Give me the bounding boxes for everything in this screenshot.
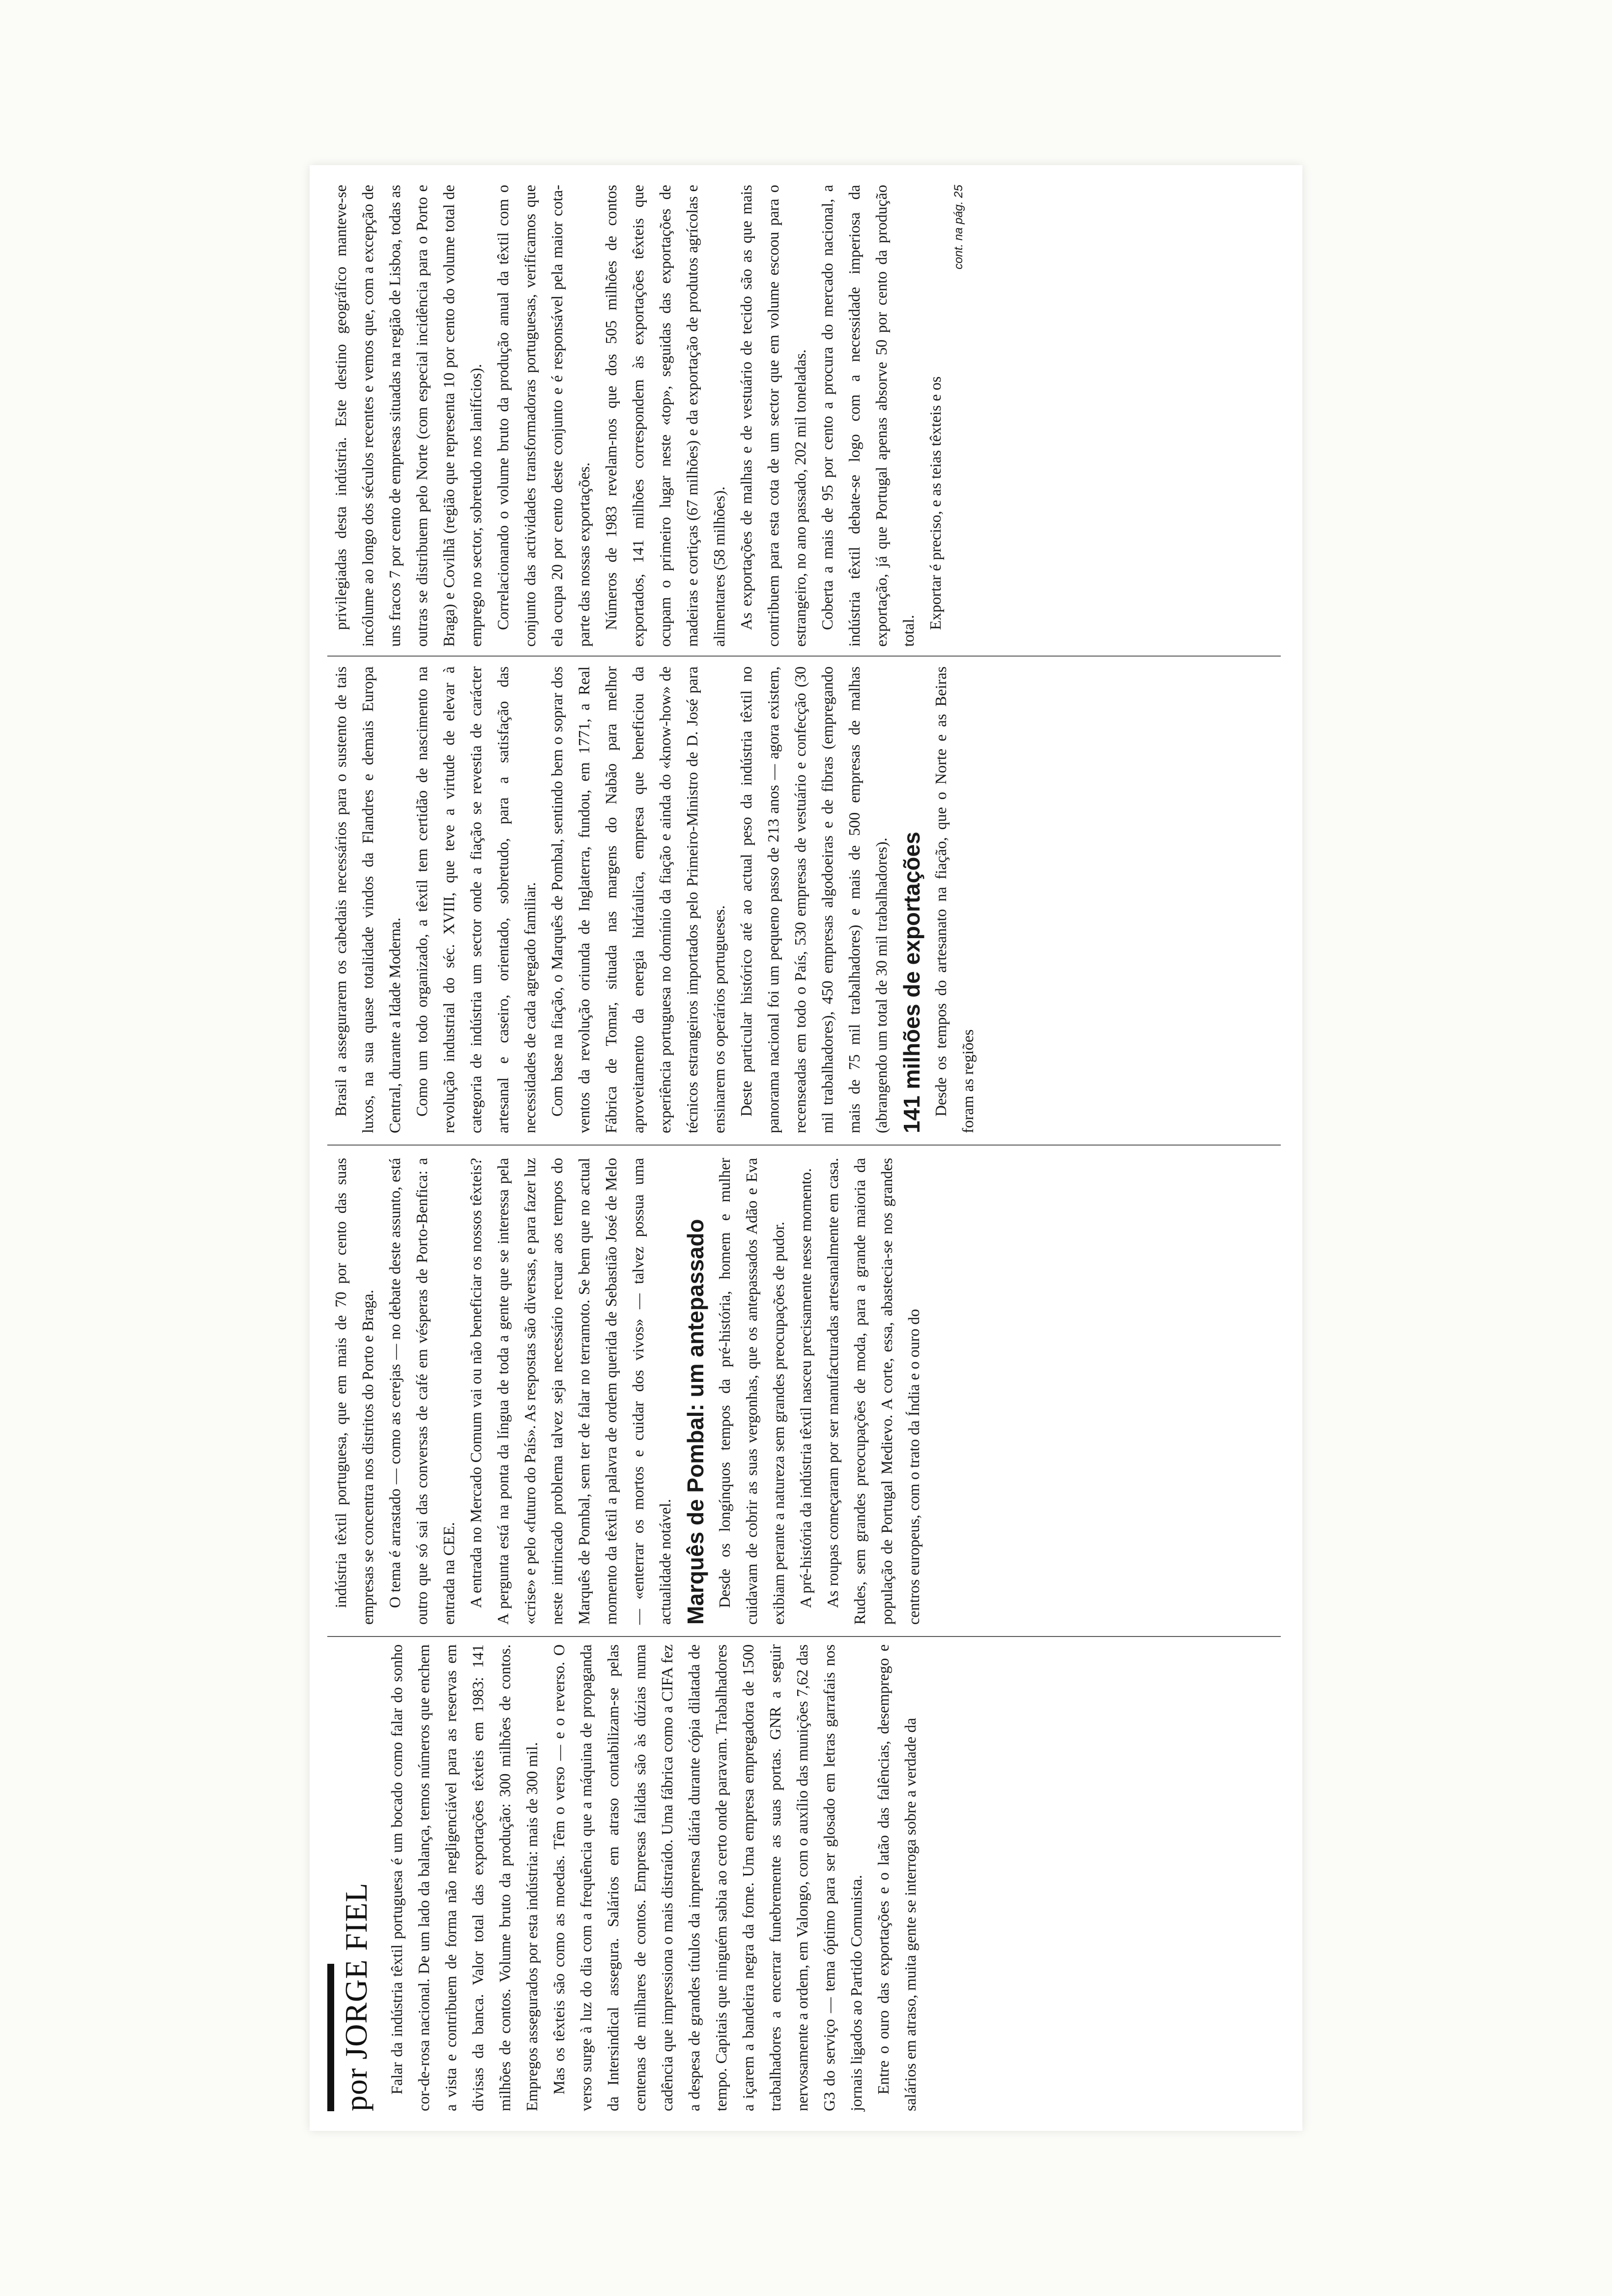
paragraph: As roupas começaram por ser manufacturadas artesanalmente em casa. Rudes, sem grandes preocupações de moda, para a grande maioria da população de Portugal Medievo. A corte, essa, abastecia-se nos grandes centros europeus, com o trato da Índia e o ouro do: [824, 1158, 922, 1625]
paragraph: O tema é arrastado — como as cerejas — no debate deste assunto, está outro que só sai das conversas de café em vésperas de Porto-Benfica: a entrada na CEE.: [386, 1158, 458, 1625]
paragraph: indústria têxtil portuguesa, que em mais de 70 por cento das suas empresas se concentra nos distritos do Porto e Braga.: [332, 1158, 376, 1625]
paragraph: privilegiadas desta indústria. Este destino geográfico manteve-se incólume ao longo dos séculos recentes e vemos que, com a excepção de uns fracos 7 por cento de empresas situadas na região de Lisboa, todas as outras se distribuem pelo Norte (com especial incidência para o Porto e Braga) e Covilhã (região que representa 10 por cento do volume total de emprego no sector, sobretudo nos lanifícios).: [332, 185, 485, 647]
paragraph: Desde os tempos do artesanato na fiação, que o Norte e as Beiras foram as regiões: [932, 666, 977, 1133]
paragraph: Com base na fiação, o Marquês de Pombal, sentindo bem o soprar dos ventos da revolução oriunda de Inglaterra, fundou, em 1771, a Real Fábrica de Tomar, situada nas margens do Nabão para melhor aproveitamento da energia hidráulica, empresa que beneficiou da experiência portuguesa no domínio da fiação e ainda do «know-how» de técnicos estrangeiros importados pelo Primeiro-Ministro de D. José para ensinarem os operários portugueses.: [548, 666, 728, 1133]
column-divider: [327, 656, 1281, 657]
article-column-3: [327, 666, 1281, 1133]
newspaper-clipping: [310, 165, 1302, 2131]
paragraph: A entrada no Mercado Comum vai ou não beneficiar os nossos têxteis? A pergunta está na ponta da língua de toda a gente que se interessa pela «crise» e pelo «futuro do País». As respostas são diversas, e para fazer luz neste intrincado problema talvez seja necessário recuar aos tempos do Marquês de Pombal, sem ter de falar no terramoto. Se bem que no actual momento da têxtil a palavra de ordem querida de Sebastião José de Melo — «enterrar os mortos e cuidar dos vivos» — talvez possua uma actualidade notável.: [467, 1158, 674, 1625]
subheading-exportacoes: 141 milhões de exportações: [899, 832, 924, 1133]
continuation-note: cont. na pág. 25: [952, 185, 965, 270]
paragraph: A pré-história da indústria têxtil nasceu precisamente nesse momento.: [797, 1168, 814, 1608]
paragraph: Mas os têxteis são como as moedas. Têm o verso — e o reverso. O verso surge à luz do dia com a frequência que a máquina de propaganda da Intersindical assegura. Salários em atraso contabilizam-se pelas centenas de milhares de contos. Empresas falidas são às dúzias numa cadência que impressiona o mais distraído. Uma fábrica como a CIFA fez a despesa de grandes títulos da imprensa diária durante cópia dilatada de tempo. Capitais que ninguém sabia ao certo onde paravam. Trabalhadores a içarem a bandeira negra da fome. Uma empresa empregadora de 1500 trabalhadores a encerrar funebremente as suas portas. GNR a seguir nervosamente a ordem, em Valongo, com o auxílio das munições 7,62 das G3 do serviço — tema óptimo para ser glosado em letras garrafais nos jornais ligados ao Partido Comunista.: [550, 1644, 865, 2111]
paragraph: As exportações de malhas e de vestuário de tecido são as que mais contribuem para esta cota de um sector que em volume escoou para o estrangeiro, no ano passado, 202 mil toneladas.: [737, 185, 809, 647]
column-divider: [327, 1636, 1281, 1637]
byline: [327, 1882, 374, 2111]
paragraph: Correlacionando o volume bruto da produção anual da têxtil com o conjunto das actividades transformadoras portuguesas, verificamos que ela ocupa 20 por cento deste conjunto e é responsável pela maior cota-parte das nossas exportações.: [494, 185, 593, 647]
paragraph: Coberta a mais de 95 por cento a procura do mercado nacional, a indústria têxtil debate-se logo com a necessidade imperiosa da exportação, já que Portugal apenas absorve 50 por cento da produção total.: [818, 185, 917, 647]
subheading-marques-de-pombal: Marquês de Pombal: um antepassado: [683, 1219, 708, 1625]
byline-author: por JORGE FIEL: [339, 1882, 374, 2111]
paragraph: Deste particular histórico até ao actual peso da indústria têxtil no panorama nacional foi um pequeno passo de 213 anos — agora existem, recenseadas em todo o País, 530 empresas de vestuário e confecção (30 mil trabalhadores), 450 empresas algodoeiras e de fibras (empregando mais de 75 mil trabalhadores) e mais de 500 empresas de malhas (abrangendo um total de 30 mil trabalhadores).: [737, 666, 890, 1133]
paragraph: Brasil a assegurarem os cabedais necessários para o sustento de tais luxos, na sua quase totalidade vindos da Flandres e demais Europa Central, durante a Idade Moderna.: [332, 666, 403, 1133]
article-column-1: [383, 1644, 1281, 2111]
paragraph: Falar da indústria têxtil portuguesa é um bocado como falar do sonho cor-de-rosa nacional. De um lado da balança, temos números que enchem a vista e contribuem de forma não negligenciável para as reservas em divisas da banca. Valor total das exportações têxteis em 1983: 141 milhões de contos. Volume bruto da produção: 300 milhões de contos. Empregos assegurados por esta indústria: mais de 300 mil.: [388, 1644, 541, 2111]
byline-rule: [327, 1964, 334, 2111]
paragraph: Desde os longínquos tempos da pré-história, homem e mulher cuidavam de cobrir as suas vergonhas, que os antepassados Adão e Eva exibiam perante a natureza sem grandes preocupações de pudor.: [716, 1158, 787, 1625]
article-column-4: [327, 185, 1281, 647]
paragraph: Como um todo organizado, a têxtil tem certidão de nascimento na revolução industrial do séc. XVIII, que teve a virtude de elevar à categoria de indústria um sector onde a fiação se revestia de carácter artesanal e caseiro, orientado, sobretudo, para a satisfação das necessidades de cada agregado familiar.: [413, 666, 539, 1133]
paragraph: Entre o ouro das exportações e o latão das falências, desemprego e salários em atraso, muita gente se interroga sobre a verdade da: [874, 1644, 919, 2111]
paragraph: Exportar é preciso, e as teias têxteis e os: [926, 376, 944, 630]
paragraph: Números de 1983 revelam-nos que dos 505 milhões de contos exportados, 141 milhões correspondem às exportações têxteis que ocupam o primeiro lugar neste «top», seguidas das exportações de madeiras e cortiças (67 milhões) e da exportação de produtos agrícolas e alimentares (58 milhões).: [602, 185, 728, 647]
article-column-2: [327, 1158, 1281, 1625]
column-divider: [327, 1145, 1281, 1146]
